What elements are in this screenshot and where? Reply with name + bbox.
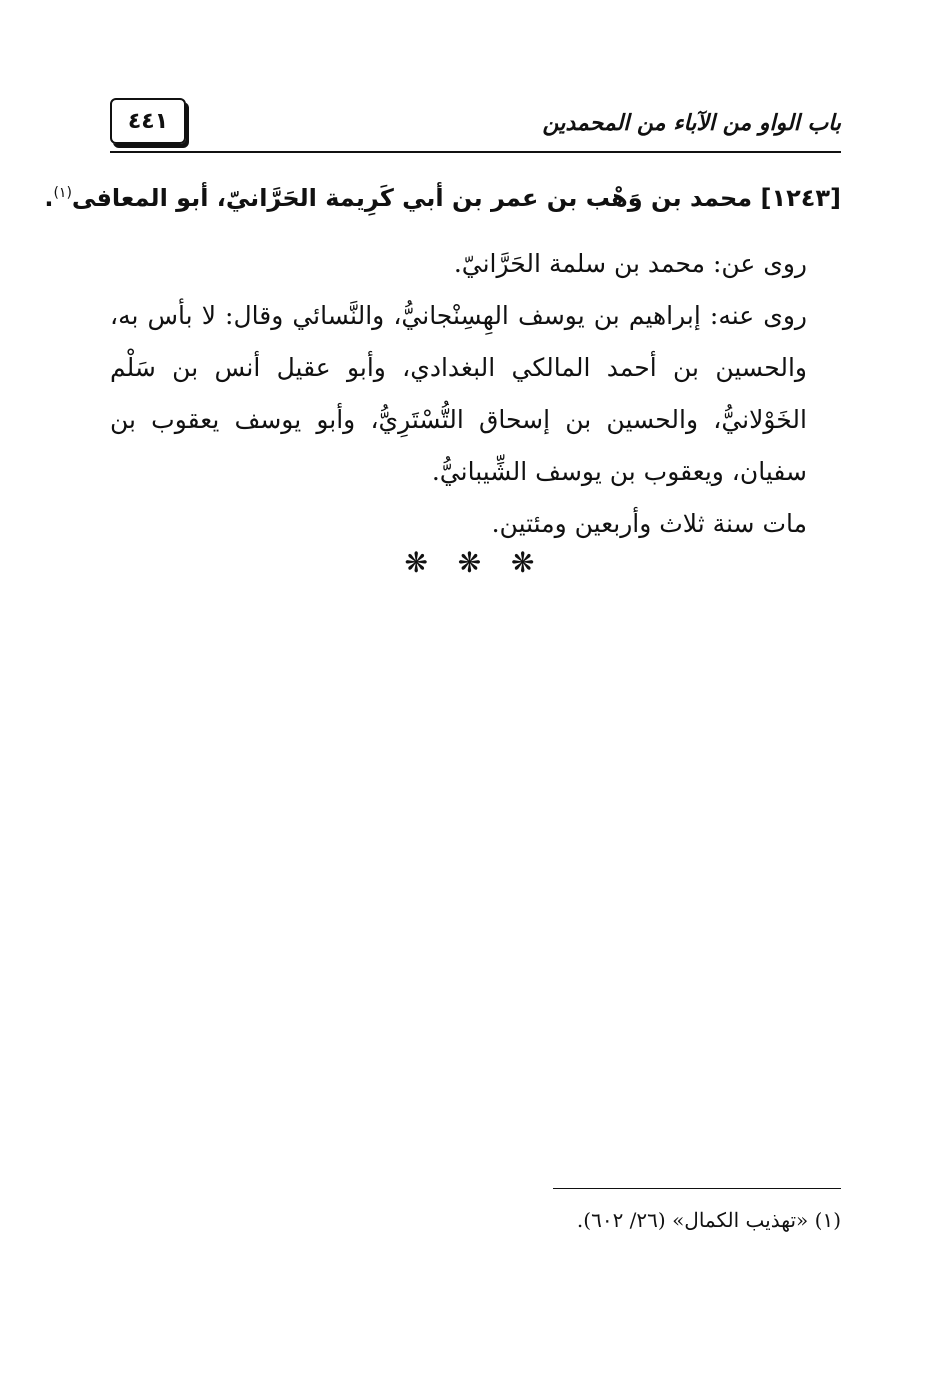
entry-heading-end: . [44,184,54,212]
narrators-paragraph: روى عنه: إبراهيم بن يوسف الهِسِنْجانيُّ، والنَّسائي وقال: لا بأس به، والحسين بن أحمد المالكي البغدادي، وأبو عقيل أنس بن سَلْم الخَوْلانيُّ، والحسين بن إسحاق التُّسْتَرِيُّ، وأبو يوسف يعقوب بن سفيان، ويعقوب بن يوسف الشِّيبانيُّ. [110,301,807,486]
footnote: (١) «تهذيب الكمال» (٢٦/ ٦٠٢). [576,1208,841,1232]
entry-heading [44,184,841,212]
section-separator: ❋ ❋ ❋ [404,546,545,579]
narrated-from-paragraph: روى عن: محمد بن سلمة الحَرَّانيّ. [453,249,807,278]
footnote-reference: (١) [53,185,72,201]
running-header-title: باب الواو من الآباء من المحمدين [542,110,841,136]
header-rule [110,151,841,153]
footnote-rule [553,1188,841,1189]
entry-body [110,238,841,550]
entry-heading-text: [١٢٤٣] محمد بن وَهْب بن عمر بن أبي كَرِيمة الحَرَّانيّ، أبو المعافى [71,184,841,212]
death-paragraph: مات سنة ثلاث وأربعين ومئتين. [491,509,807,538]
page-number: ٤٤١ [110,98,186,144]
